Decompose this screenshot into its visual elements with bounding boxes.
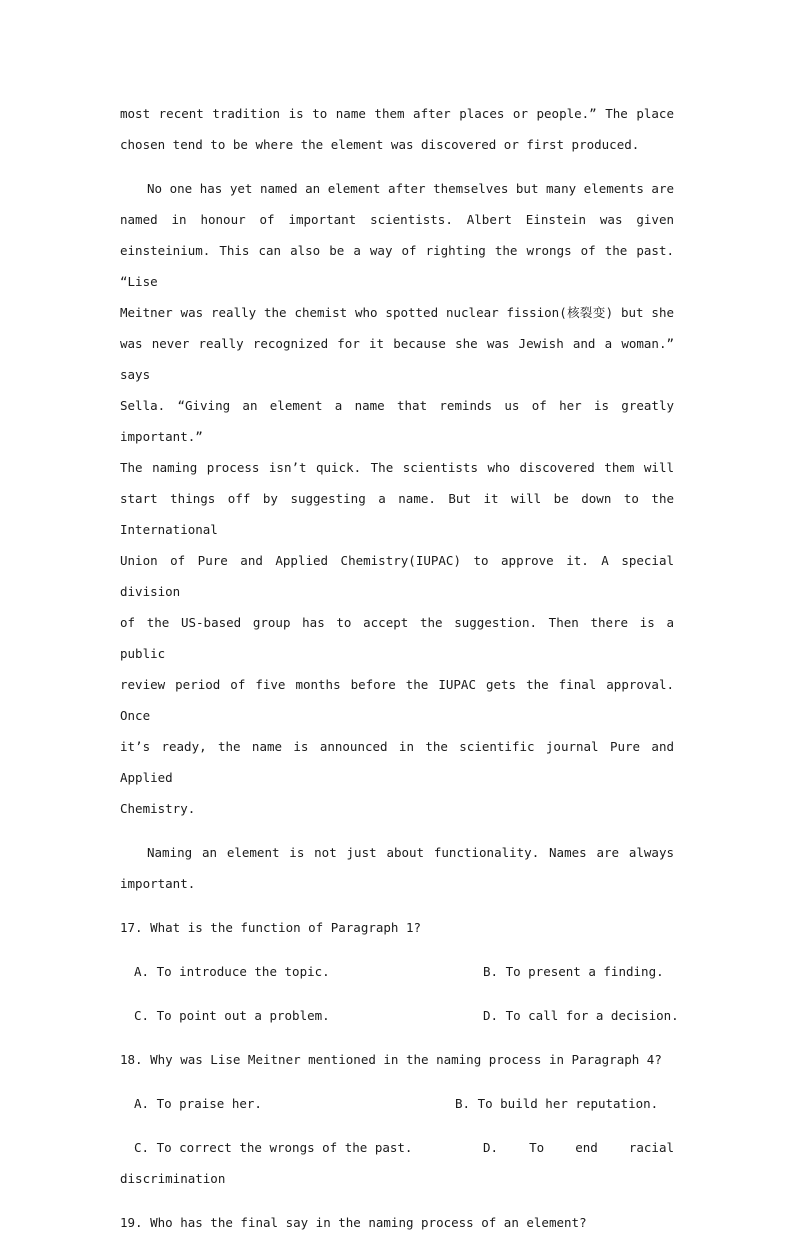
question-18-options-row-2 xyxy=(120,1132,674,1163)
option-17-d[interactable]: D. To call for a decision. xyxy=(483,1008,679,1023)
option-18-a[interactable]: A. To praise her. xyxy=(134,1096,262,1111)
option-18-d-word: racial xyxy=(628,1140,674,1155)
text-line: Sella. “Giving an element a name that reminds us of her is greatly important.” xyxy=(120,398,674,444)
question-18-options-row-1 xyxy=(120,1088,674,1119)
question-19-stem: 19. Who has the final say in the naming process of an element? xyxy=(120,1215,587,1230)
option-17-b[interactable]: B. To present a finding. xyxy=(483,964,664,979)
text-line: start things off by suggesting a name. But it will be down to the International xyxy=(120,491,674,537)
option-18-d[interactable] xyxy=(483,1132,674,1163)
text-line: named in honour of important scientists. Albert Einstein was given xyxy=(120,212,674,227)
text-line: was never really recognized for it because she was Jewish and a woman.” says xyxy=(120,336,674,382)
text-line: Naming an element is not just about functionality. Names are always xyxy=(147,845,674,860)
text-line: it’s ready, the name is announced in the scientific journal Pure and Applied xyxy=(120,739,674,785)
text-line: Union of Pure and Applied Chemistry(IUPAC) to approve it. A special division xyxy=(120,553,674,599)
option-17-a[interactable]: A. To introduce the topic. xyxy=(134,964,330,979)
option-18-d-continuation: discrimination xyxy=(120,1171,226,1186)
passage-paragraph-1 xyxy=(120,98,674,160)
text-line: The naming process isn’t quick. The scientists who discovered them will xyxy=(120,460,674,475)
question-17-options-row-1 xyxy=(120,956,674,987)
option-18-b[interactable]: B. To build her reputation. xyxy=(455,1096,659,1111)
text-line: most recent tradition is to name them after places or people.” The place xyxy=(120,106,674,121)
option-18-d-word: D. xyxy=(483,1140,499,1155)
text-line: chosen tend to be where the element was discovered or first produced. xyxy=(120,137,640,152)
text-line: review period of five months before the IUPAC gets the final approval. Once xyxy=(120,677,674,723)
text-line: Meitner was really the chemist who spotted nuclear fission(核裂变) but she xyxy=(120,305,674,320)
option-18-d-word: To xyxy=(529,1140,545,1155)
question-17-options-row-2 xyxy=(120,1000,679,1031)
document-page xyxy=(120,98,679,1238)
passage-paragraph-3 xyxy=(120,837,674,899)
option-17-c[interactable]: C. To point out a problem. xyxy=(134,1008,330,1023)
question-17-stem: 17. What is the function of Paragraph 1? xyxy=(120,920,422,935)
text-line: important. xyxy=(120,876,196,891)
text-line: einsteinium. This can also be a way of righting the wrongs of the past. “Lise xyxy=(120,243,674,289)
passage-paragraph-2 xyxy=(120,173,674,824)
text-line: Chemistry. xyxy=(120,801,196,816)
question-18-stem: 18. Why was Lise Meitner mentioned in the naming process in Paragraph 4? xyxy=(120,1052,662,1067)
option-18-c[interactable]: C. To correct the wrongs of the past. xyxy=(134,1140,413,1155)
option-18-d-word: end xyxy=(575,1140,598,1155)
text-line: of the US-based group has to accept the suggestion. Then there is a public xyxy=(120,615,674,661)
text-line: No one has yet named an element after themselves but many elements are xyxy=(147,181,674,196)
